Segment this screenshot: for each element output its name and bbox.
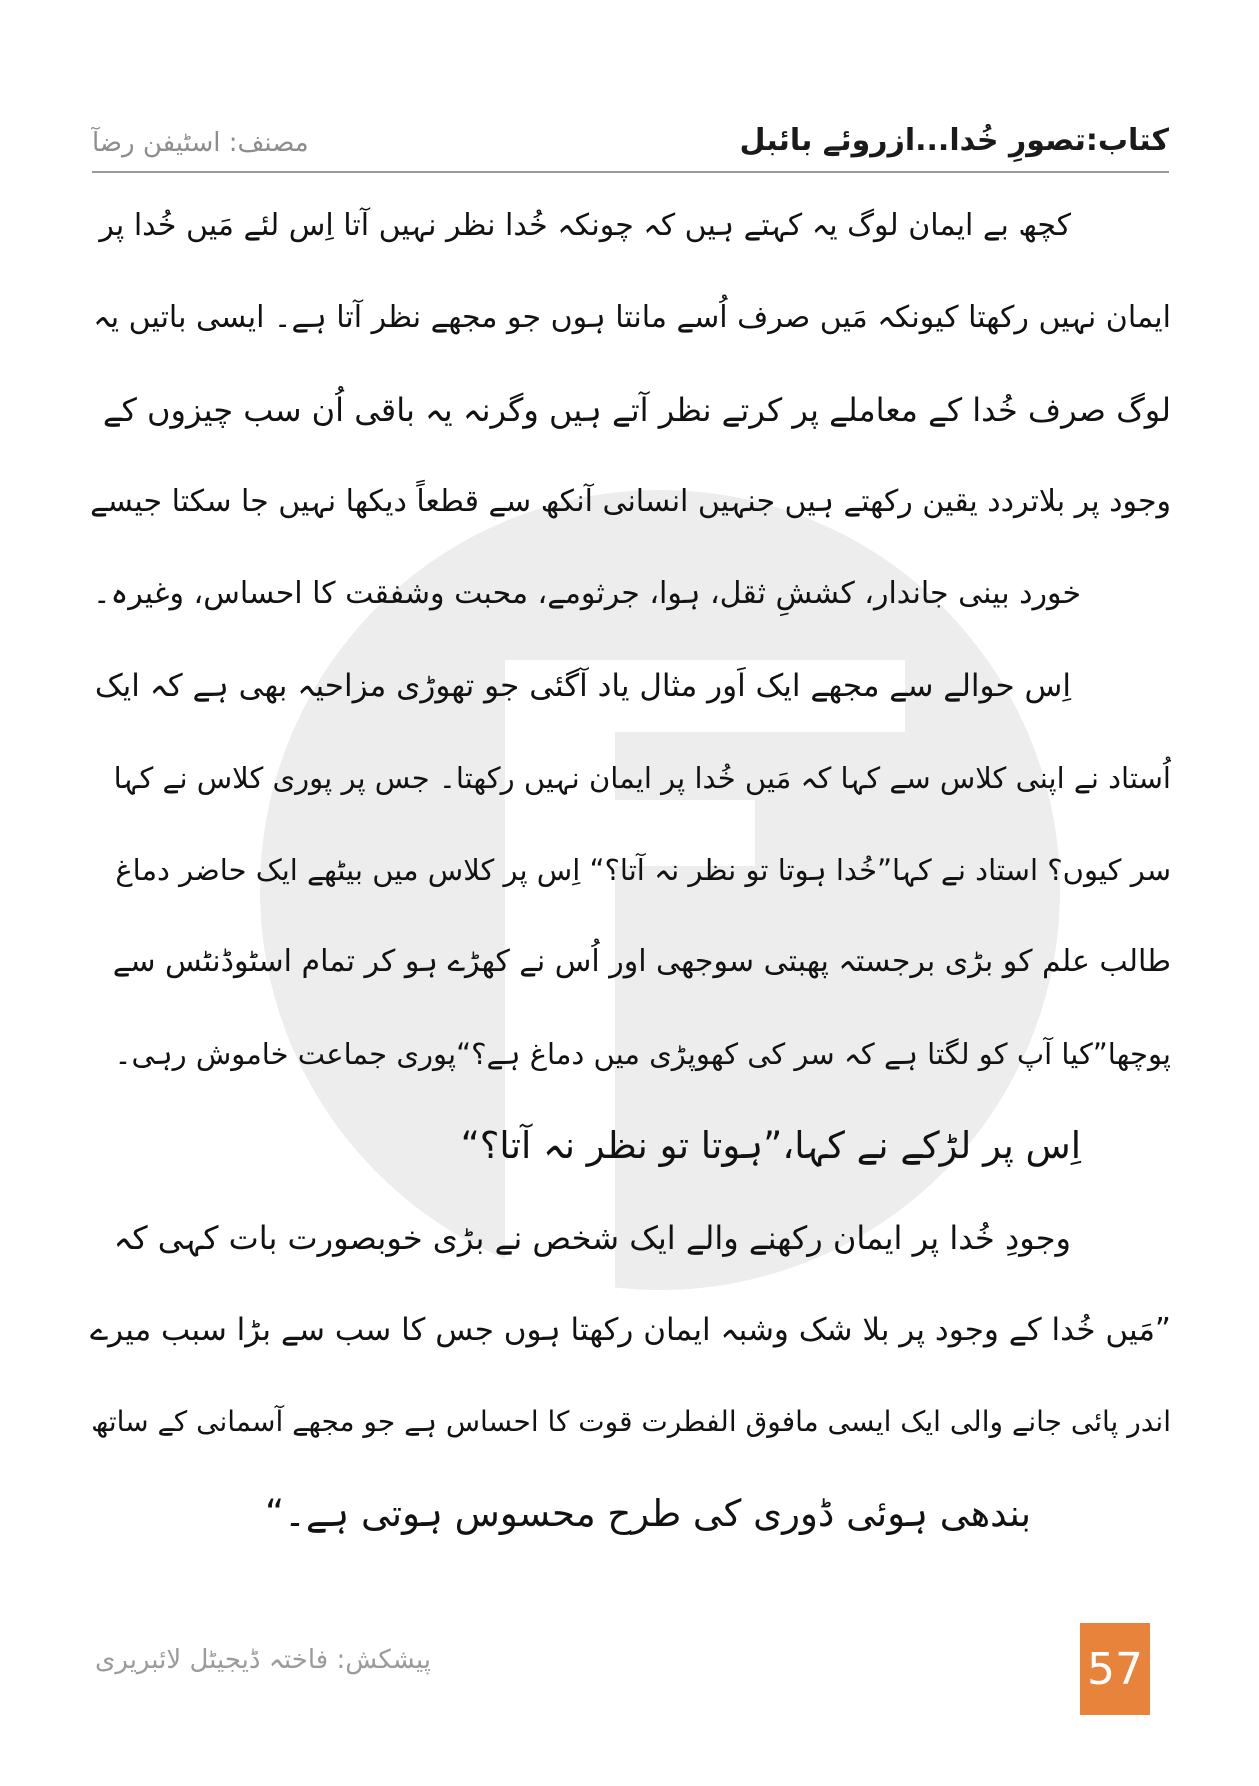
- text-line: وجودِ خُدا پر ایمان رکھنے والے ایک شخص نے بڑی خوبصورت بات کہی کہ: [113, 1219, 1071, 1257]
- text-line: ”مَیں خُدا کے وجود پر بلا شک وشبہ ایمان رکھتا ہوں جس کا سب سے بڑا سبب میرے: [90, 1312, 1171, 1348]
- text-line: اِس حوالے سے مجھے ایک اَور مثال یاد آگئی جو تھوڑی مزاحیہ بھی ہے کہ ایک: [94, 668, 1071, 704]
- text-line: لوگ صرف خُدا کے معاملے پر کرتے نظر آتے ہیں وگرنہ یہ باقی اُن سب چیزوں کے: [102, 391, 1171, 429]
- body-text: [90, 180, 1171, 1560]
- text-line: اُستاد نے اپنی کلاس سے کہا کہ مَیں خُدا پر ایمان نہیں رکھتا۔ جس پر پوری کلاس نے کہا: [113, 761, 1171, 795]
- paragraph: [90, 180, 1171, 640]
- page-number: 57: [1087, 1643, 1143, 1695]
- paragraph: [90, 1192, 1171, 1560]
- library-credit: پیشکش: فاختہ ڈیجیٹل لائبریری: [95, 1645, 432, 1675]
- text-line: بندھی ہوئی ڈوری کی طرح محسوس ہوتی ہے۔“: [265, 1492, 1031, 1535]
- author-credit: مصنف: اسٹیفن رضآ: [92, 128, 309, 158]
- page-number-badge: [1080, 1623, 1150, 1715]
- text-line: سر کیوں؟ استاد نے کہا”خُدا ہوتا تو نظر نہ آتا؟“ اِس پر کلاس میں بیٹھے ایک حاضر دماغ: [115, 853, 1171, 887]
- text-line: خورد بینی جاندار، کششِ ثقل، ہوا، جرثومے، محبت وشفقت کا احساس، وغیرہ۔: [93, 576, 1081, 611]
- text-line: طالب علم کو بڑی برجستہ پھبتی سوجھی اور اُس نے کھڑے ہو کر تمام اسٹوڈنٹس سے: [112, 944, 1171, 979]
- text-line: وجود پر بلاتردد یقین رکھتے ہیں جنہیں انسانی آنکھ سے قطعاً دیکھا نہیں جا سکتا جیسے: [90, 484, 1171, 519]
- text-line: کچھ بے ایمان لوگ یہ کہتے ہیں کہ چونکہ خُدا نظر نہیں آتا اِس لئے مَیں خُدا پر: [99, 208, 1071, 243]
- book-title: کتاب:تصورِ خُدا...ازروئے بائبل: [739, 123, 1169, 158]
- page-header: [92, 96, 1169, 158]
- text-line: ایمان نہیں رکھتا کیونکہ مَیں صرف اُسے مانتا ہوں جو مجھے نظر آتا ہے۔ ایسی باتیں یہ: [93, 300, 1171, 335]
- paragraph: [90, 640, 1171, 1192]
- header-divider-line: [92, 171, 1169, 173]
- text-line: پوچھا”کیا آپ کو لگتا ہے کہ سر کی کھوپڑی میں دماغ ہے؟“پوری جماعت خاموش رہی۔: [114, 1037, 1171, 1071]
- text-line: اِس پر لڑکے نے کہا،”ہوتا تو نظر نہ آتا؟“: [460, 1124, 1081, 1167]
- text-line: اندر پائی جانے والی ایک ایسی مافوق الفطرت قوت کا احساس ہے جو مجھے آسمانی کے ساتھ: [91, 1405, 1171, 1438]
